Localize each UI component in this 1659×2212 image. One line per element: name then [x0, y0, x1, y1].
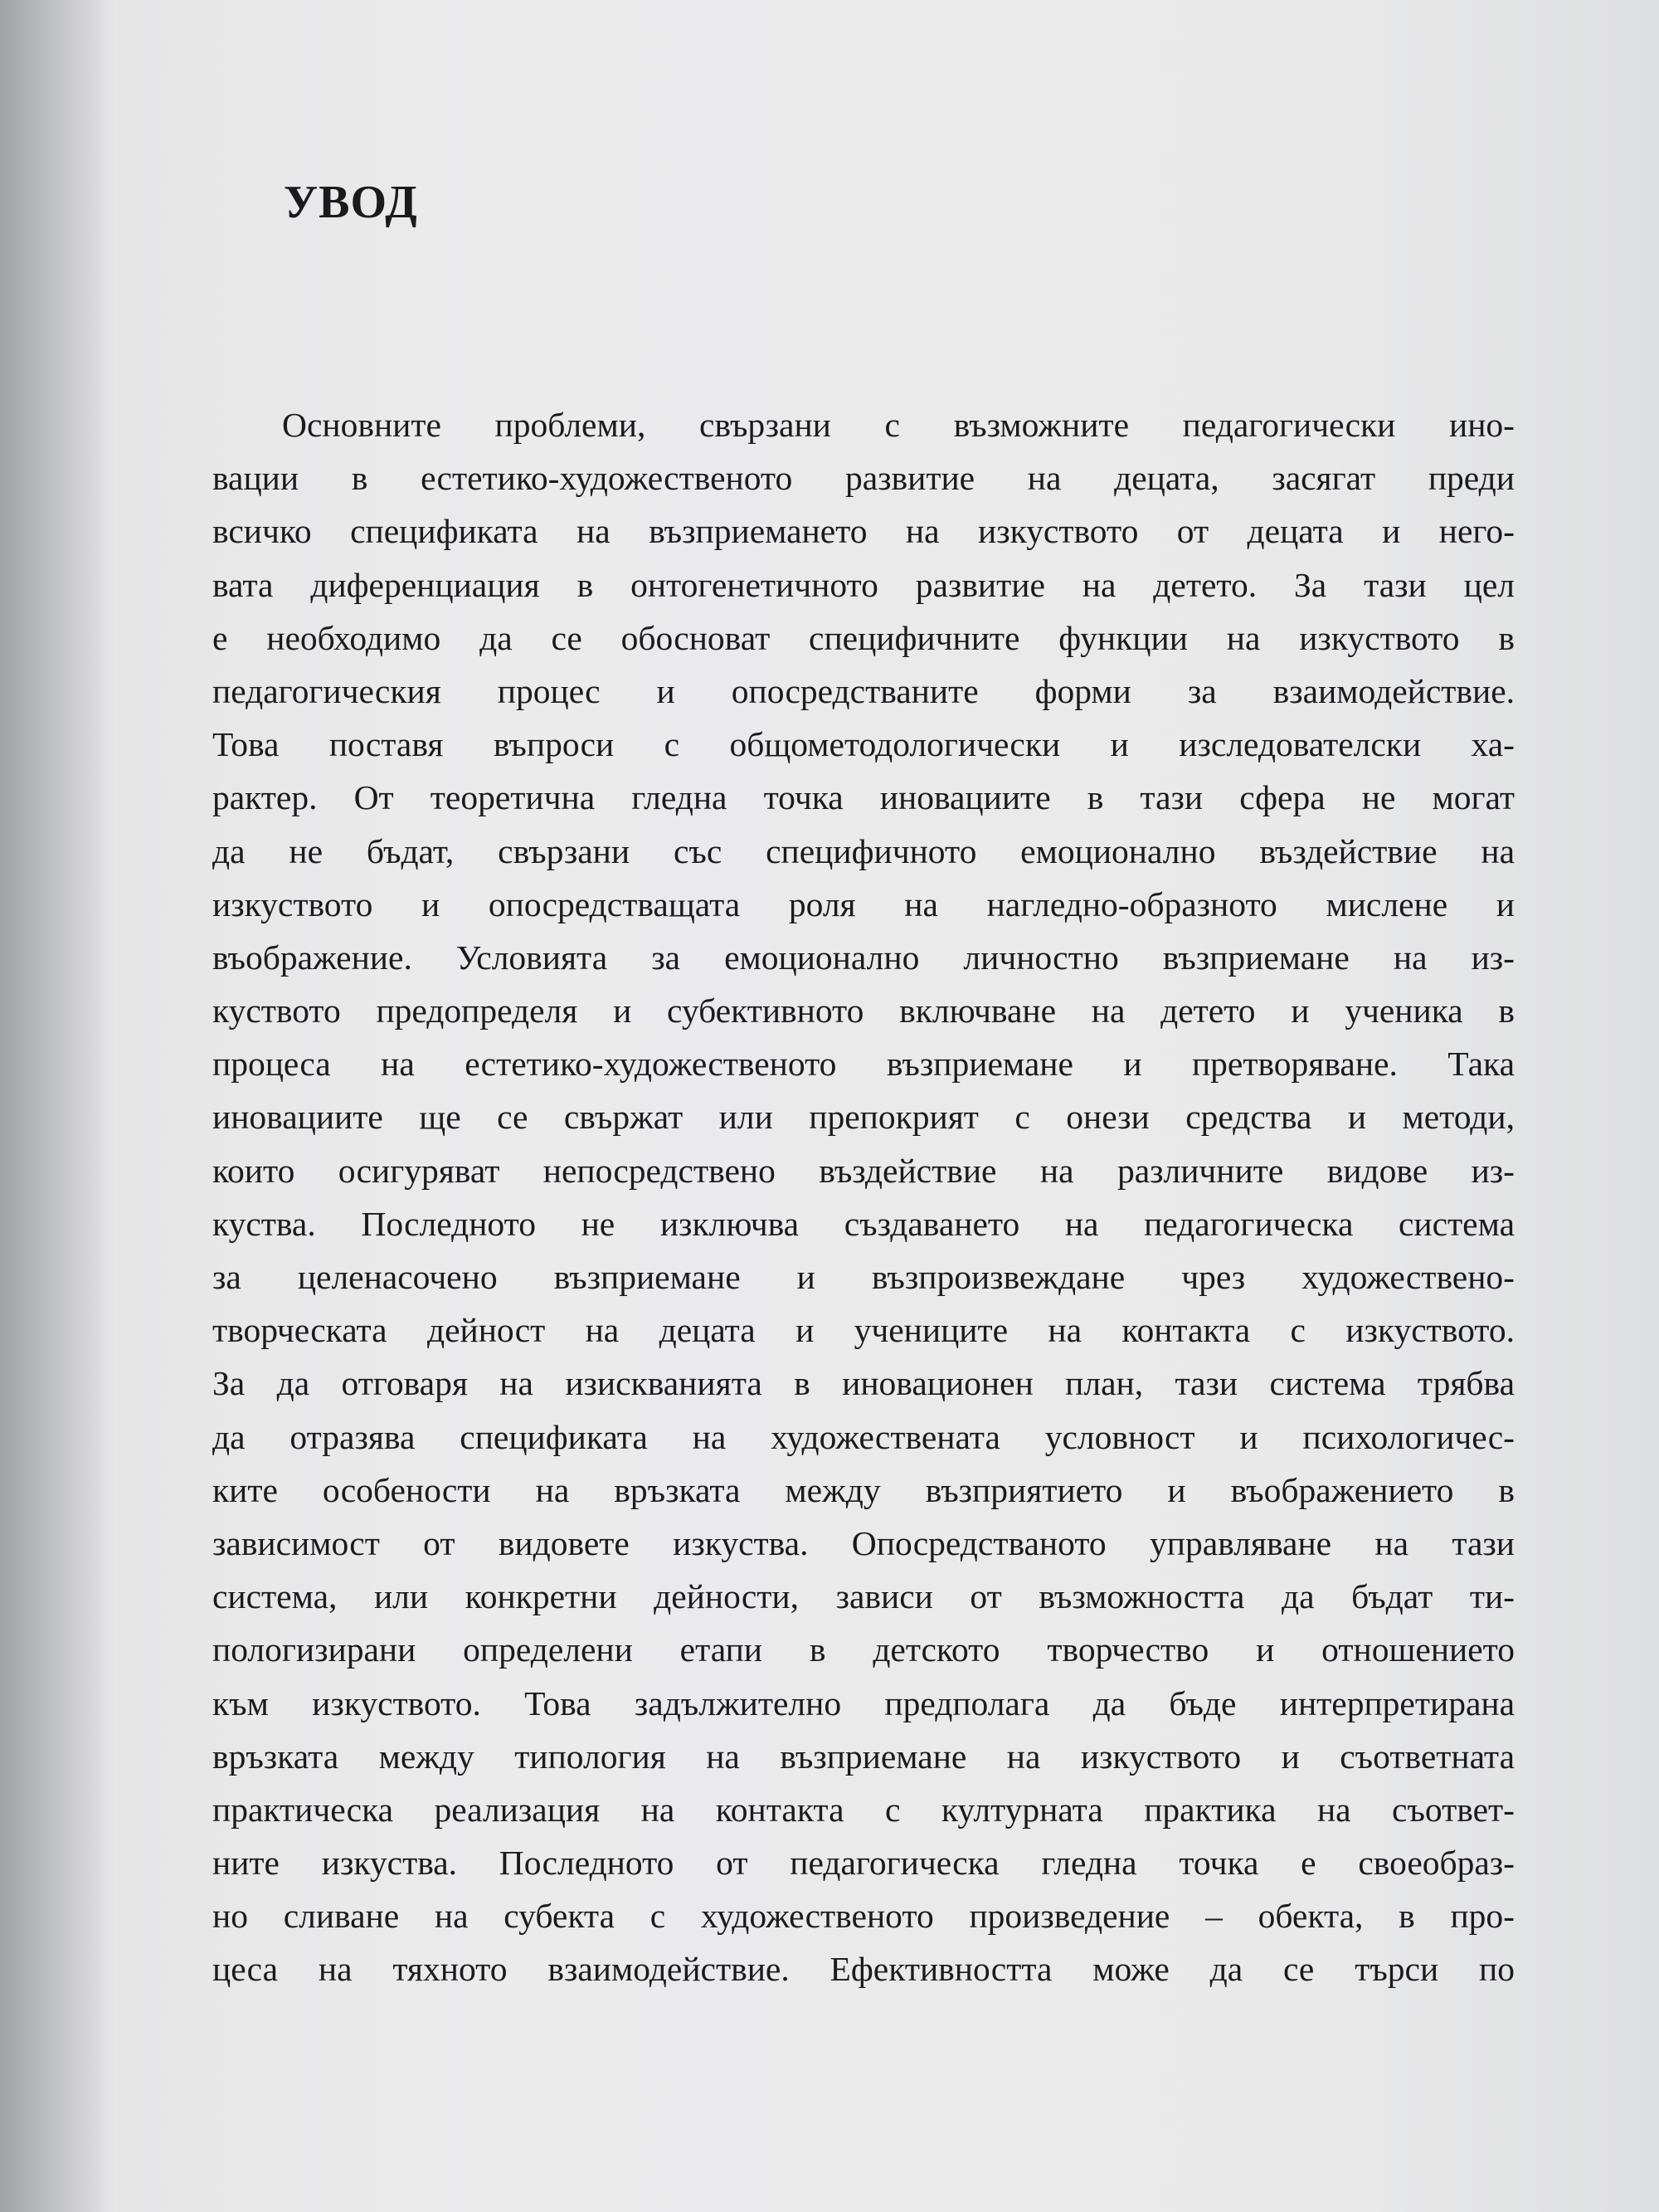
- text-line: но сливане на субекта с художественото произведение – обекта, в про-: [212, 1897, 1515, 1936]
- text-line: всичко спецификата на възприемането на изкуството от децата и него-: [212, 512, 1515, 551]
- text-line: за целенасочено възприемане и възпроизвеждане чрез художествено-: [212, 1258, 1515, 1296]
- text-line: изкуството и опосредстващата роля на нагледно-образното мислене и: [212, 884, 1515, 923]
- text-line: куства. Последното не изключва създаването на педагогическа система: [212, 1204, 1515, 1243]
- text-line: да отразява спецификата на художествената условност и психологичес-: [212, 1417, 1515, 1456]
- text-line: въображение. Условията за емоционално личностно възприемане на из-: [212, 938, 1515, 977]
- text-line: пологизирани определени етапи в детското творчество и отношението: [212, 1630, 1515, 1669]
- text-line: куството предопределя и субективното включване на детето и ученика в: [212, 992, 1515, 1030]
- text-line: към изкуството. Това задължително предполага да бъде интерпретирана: [212, 1683, 1515, 1722]
- text-line: система, или конкретни дейности, зависи от възможността да бъдат ти-: [212, 1577, 1515, 1616]
- text-line: вации в естетико-художественото развитие на децата, засягат преди: [212, 459, 1515, 498]
- text-line: които осигуряват непосредствено въздействие на различните видове из-: [212, 1151, 1515, 1190]
- chapter-heading: УВОД: [284, 177, 418, 228]
- text-line: Основните проблеми, свързани с възможните педагогически ино-: [282, 406, 1515, 444]
- text-line: За да отговаря на изискванията в иновационен план, тази система трябва: [212, 1364, 1515, 1403]
- text-line: вата диференциация в онтогенетичното развитие на детето. За тази цел: [212, 565, 1515, 604]
- text-line: рактер. От теоретична гледна точка иновациите в тази сфера не могат: [212, 778, 1515, 817]
- text-line: цеса на тяхното взаимодействие. Ефективността може да се търси по: [212, 1950, 1515, 1989]
- text-line: Това поставя въпроси с общометодологически и изследователски ха-: [212, 725, 1515, 764]
- text-line: ките особености на връзката между възприятието и въображението в: [212, 1470, 1515, 1509]
- text-line: връзката между типология на възприемане на изкуството и съответната: [212, 1737, 1515, 1776]
- page-gutter-shadow: [0, 0, 108, 2212]
- text-line: творческата дейност на децата и учениците на контакта с изкуството.: [212, 1311, 1515, 1350]
- text-line: процеса на естетико-художественото възприемане и претворяване. Така: [212, 1045, 1515, 1084]
- text-line: практическа реализация на контакта с културната практика на съответ-: [212, 1790, 1515, 1829]
- text-line: ните изкуства. Последното от педагогическа гледна точка е своеобраз-: [212, 1844, 1515, 1883]
- text-line: е необходимо да се обосноват специфичните функции на изкуството в: [212, 618, 1515, 657]
- text-line: да не бъдат, свързани със специфичното емоционално въздействие на: [212, 831, 1515, 870]
- body-paragraph: [212, 398, 1515, 1996]
- text-line: иновациите ще се свържат или препокрият с онези средства и методи,: [212, 1098, 1515, 1137]
- text-line: зависимост от видовете изкуства. Опосредстваното управляване на тази: [212, 1523, 1515, 1562]
- text-line: педагогическия процес и опосредстваните форми за взаимодействие.: [212, 671, 1515, 710]
